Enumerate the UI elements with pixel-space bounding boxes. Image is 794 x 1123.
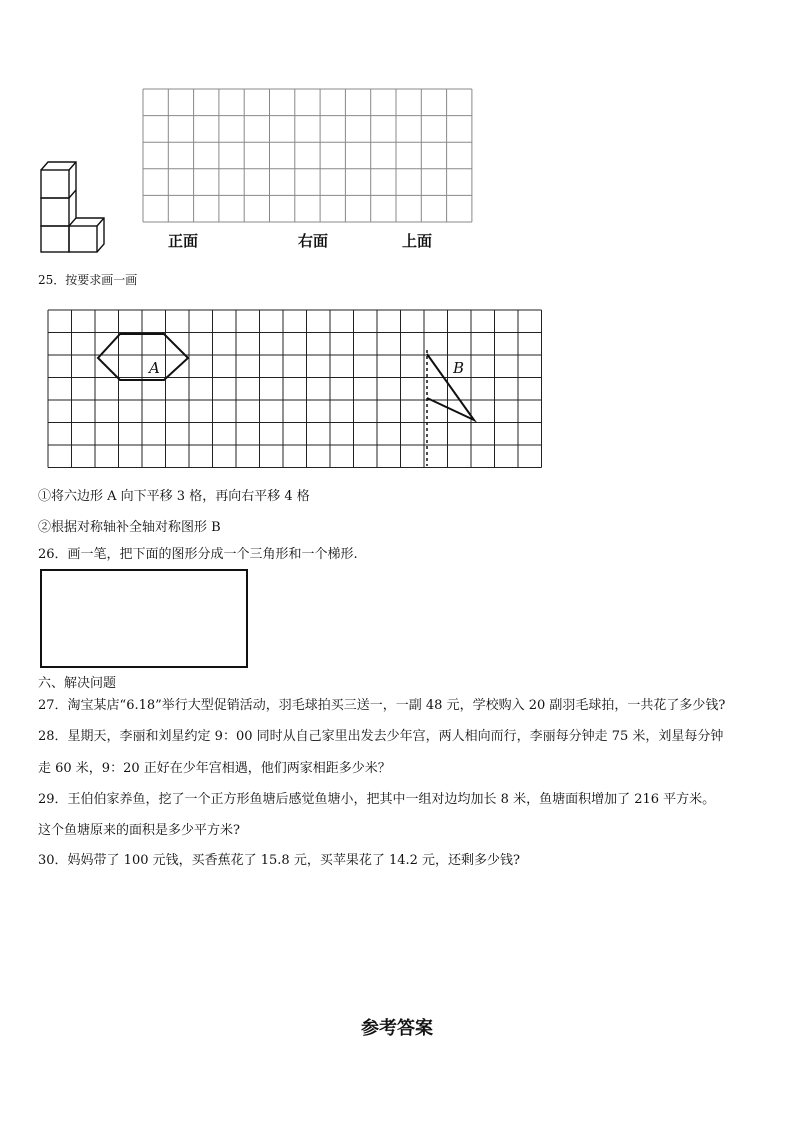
section-6-heading: 六、解决问题 — [38, 676, 117, 691]
rectangle-figure — [40, 569, 248, 668]
question-27: 27．淘宝某店“6.18”举行大型促销活动，羽毛球拍买三送一，一副 48 元，学校购入 20 副羽毛球拍，一共花了多少钱? — [38, 698, 726, 713]
answer-section-title: 参考答案 — [361, 1018, 433, 1039]
hexagon-a — [98, 334, 188, 380]
question-29-line-1: 29．王伯伯家养鱼，挖了一个正方形鱼塘后感觉鱼塘小，把其中一组对边均加长 8 米，鱼塘面积增加了 216 平方米。 — [38, 792, 716, 807]
question-30: 30．妈妈带了 100 元钱，买香蕉花了 15.8 元，买苹果花了 14.2 元，还剩多少钱? — [38, 853, 521, 868]
right-view-label: 右面 — [298, 232, 329, 250]
question-28-line-2: 走 60 米，9：20 正好在少年宫相遇，他们两家相距多少米？ — [38, 761, 391, 776]
view-drawing-grid — [142, 88, 474, 228]
hexagon-a-label: A — [149, 359, 160, 377]
question-29-line-2: 这个鱼塘原来的面积是多少平方米? — [38, 823, 240, 838]
figure-b-label: B — [453, 359, 465, 377]
front-view-label: 正面 — [168, 232, 199, 250]
question-25-instruction-2: ②根据对称轴补全轴对称图形 B — [38, 520, 221, 535]
cube-stack-figure — [38, 158, 110, 254]
top-view-label: 上面 — [402, 232, 433, 250]
question-25-instruction-1: ①将六边形 A 向下平移 3 格，再向右平移 4 格 — [38, 489, 310, 504]
transform-grid — [44, 304, 556, 472]
question-28-line-1: 28．星期天，李丽和刘星约定 9：00 同时从自己家里出发去少年宫，两人相向而行，李丽每分钟走 75 米，刘星每分钟 — [38, 729, 724, 744]
question-26-title: 26．画一笔，把下面的图形分成一个三角形和一个梯形. — [38, 547, 358, 562]
question-25-title: 25．按要求画一画 — [38, 273, 138, 287]
figure-b-half — [427, 354, 474, 420]
